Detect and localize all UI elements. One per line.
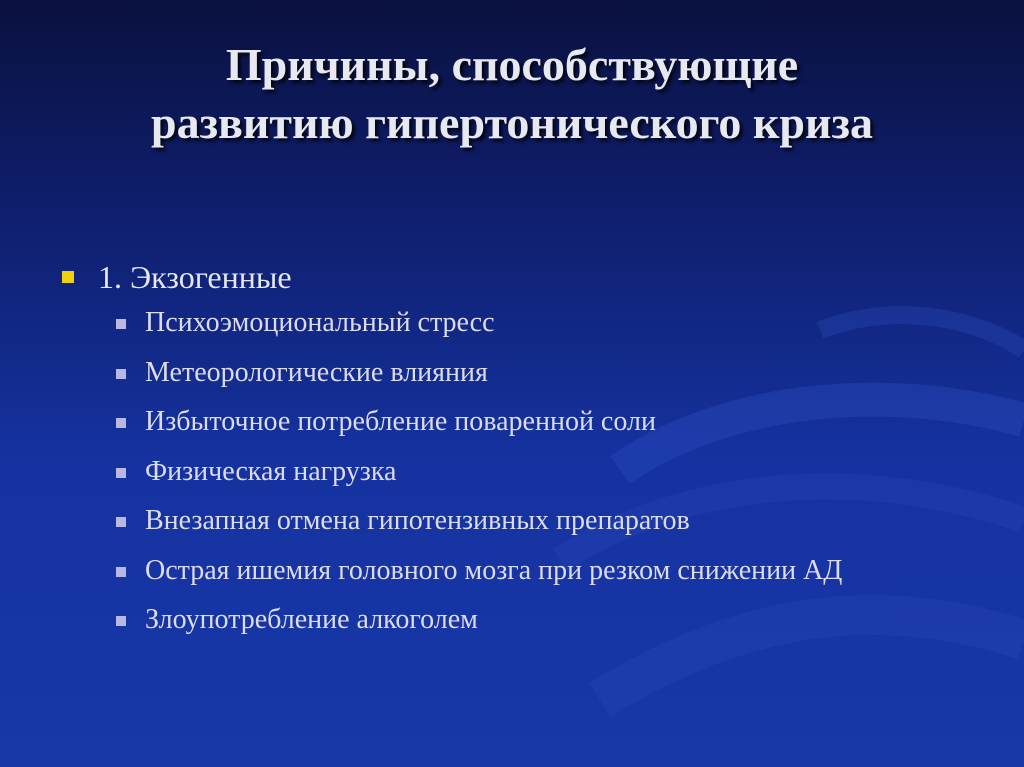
square-bullet-icon — [116, 418, 126, 428]
square-bullet-icon — [116, 468, 126, 478]
list-item — [116, 502, 962, 540]
square-bullet-icon — [116, 517, 126, 527]
list-item-text: Метеорологические влияния — [145, 356, 488, 388]
slide-content — [62, 254, 962, 651]
list-item-text: Злоупотребление алкоголем — [145, 604, 478, 635]
list-item — [116, 453, 962, 491]
square-bullet-icon — [116, 319, 126, 329]
causes-list — [62, 304, 962, 639]
list-item-text: Избыточное потребление поваренной соли — [145, 406, 656, 437]
square-bullet-icon — [116, 369, 126, 379]
square-bullet-icon — [116, 567, 126, 577]
section-heading-label: 1. Экзогенные — [98, 259, 292, 295]
list-item — [116, 304, 962, 342]
list-item-text: Внезапная отмена гипотензивных препаратов — [145, 505, 690, 536]
square-bullet-icon — [116, 616, 126, 626]
slide-title-line-1: Причины, способствующие — [225, 39, 799, 90]
list-item — [116, 552, 962, 590]
section-heading — [62, 254, 962, 300]
list-item-text: Физическая нагрузка — [145, 455, 397, 487]
list-item — [116, 354, 962, 392]
slide-title-line-2: развитию гипертонического криза — [150, 97, 873, 148]
slide-title — [0, 36, 1024, 152]
list-item — [116, 601, 962, 639]
square-bullet-icon — [62, 271, 74, 283]
list-item — [116, 403, 962, 441]
list-item-text: Острая ишемия головного мозга при резком снижении АД — [145, 554, 843, 586]
list-item-text: Психоэмоциональный стресс — [145, 307, 495, 338]
